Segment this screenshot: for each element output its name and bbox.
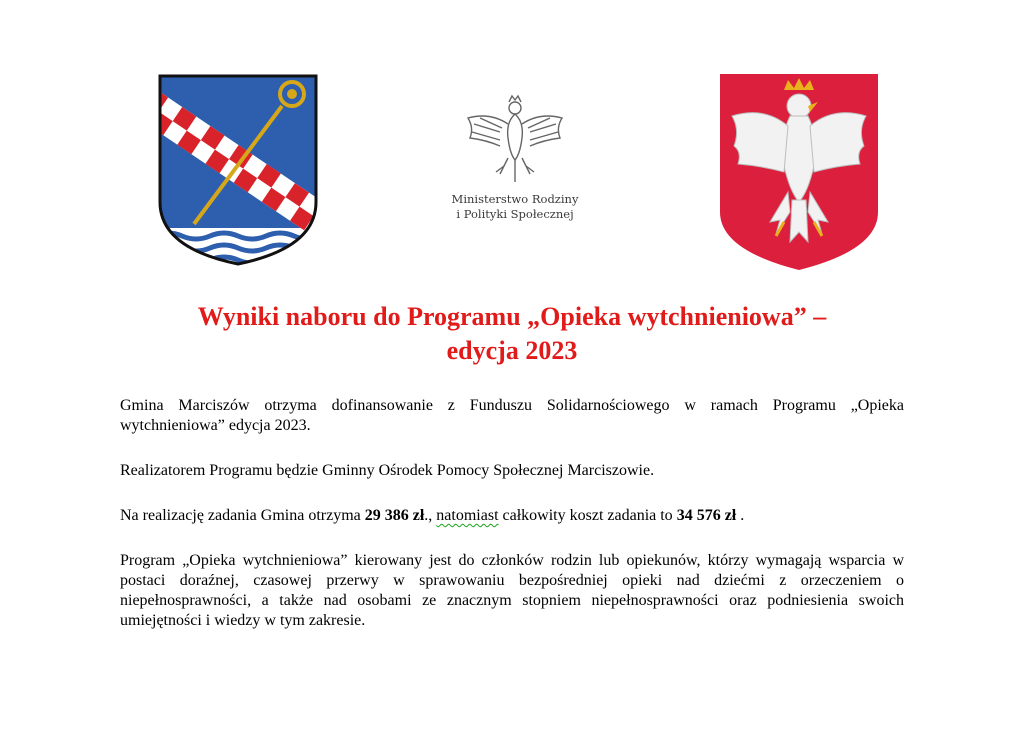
title-line2: edycja 2023 — [446, 336, 578, 365]
ministry-name-line2: i Polityki Społecznej — [456, 207, 574, 221]
amounts-text-d: . — [736, 507, 745, 524]
eagle-outline-icon — [460, 94, 570, 186]
paragraph-funding: Gmina Marciszów otrzyma dofinansowanie z Funduszu Solidarnościowego w ramach Programu „Opieka wytchnieniowa” edycja 2023. — [120, 397, 904, 434]
ministry-name — [440, 192, 590, 222]
paragraph-implementer: Realizatorem Programu będzie Gminny Ośrodek Pomocy Społecznej Marciszowie. — [120, 462, 655, 479]
poland-coat-of-arms — [718, 72, 880, 272]
ministry-logo — [440, 94, 590, 244]
main-content — [120, 396, 904, 656]
amounts-text-b: ., — [424, 507, 437, 524]
amount-grant: 29 386 zł — [364, 507, 425, 524]
amounts-text-a: Na realizację zadania Gmina otrzyma — [120, 507, 365, 524]
gmina-coat-of-arms — [154, 72, 322, 268]
amount-total: 34 576 zł — [676, 507, 737, 524]
spellcheck-word: natomiast — [436, 507, 499, 524]
paragraph-amounts — [120, 506, 904, 526]
paragraph-program-description: Program „Opieka wytchnieniowa” kierowany jest do członków rodzin lub opiekunów, którzy wymagają wsparcia w postaci doraźnej, czasowej przerwy w sprawowaniu bezpośredniej opieki nad dziećmi z orzeczeniem o niepełnosprawności, a także nad osobami ze znacznym stopniem niepełnosprawności oraz podniesienia swoich umiejętności i wiedzy w tym zakresie. — [120, 552, 904, 629]
title-line1: Wyniki naboru do Programu „Opieka wytchnieniowa” – — [197, 302, 827, 331]
header-logos — [140, 70, 888, 276]
page-title — [100, 300, 924, 368]
amounts-text-c: całkowity koszt zadania to — [498, 507, 677, 524]
ministry-name-line1: Ministerstwo Rodziny — [451, 192, 579, 206]
